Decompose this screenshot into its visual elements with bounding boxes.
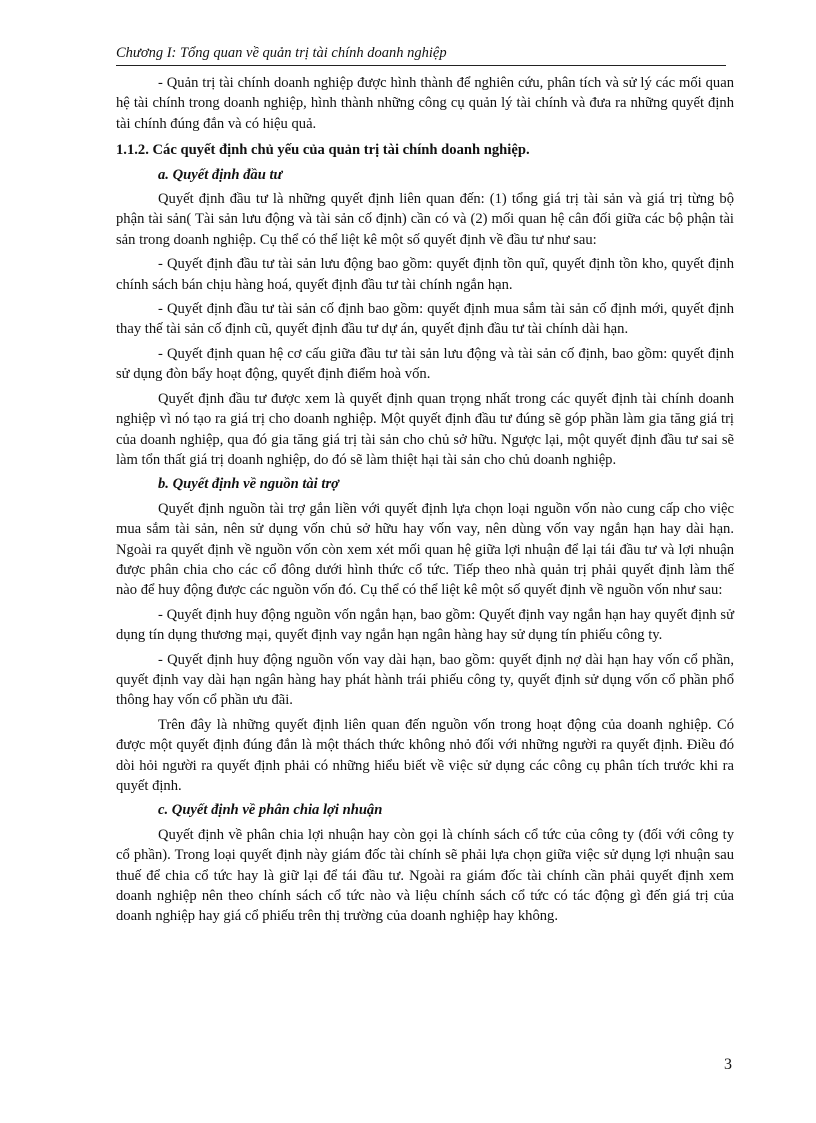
paragraph: Quyết định đầu tư là những quyết định liên quan đến: (1) tổng giá trị tài sản và giá trị từng bộ phận tài sản( Tài sản lưu động và tài sản cố định) cần có và (2) mối quan hệ cân đối giữa các bộ phận tài sản trong doanh nghiệp. Cụ thể có thể liệt kê một số quyết định về đầu tư như sau: <box>116 191 734 248</box>
page-number: 3 <box>724 1056 732 1073</box>
section-heading: 1.1.2. Các quyết định chủ yếu của quản trị tài chính doanh nghiệp. <box>116 142 530 159</box>
paragraph: - Quản trị tài chính doanh nghiệp được hình thành để nghiên cứu, phân tích và sử lý các mối quan hệ tài chính trong doanh nghiệp, hình thành những công cụ quản lý tài chính và đưa ra những quyết định tài chính đúng đắn và có hiệu quả. <box>116 75 734 132</box>
list-item: - Quyết định huy động nguồn vốn vay dài hạn, bao gồm: quyết định nợ dài hạn hay vốn cổ phần, quyết định vay dài hạn ngân hàng hay phát hành trái phiếu công ty, quyết định sử dụng vốn cổ phần phổ thông hay vốn cổ phần ưu đãi. <box>116 651 734 709</box>
paragraph: Trên đây là những quyết định liên quan đến nguồn vốn trong hoạt động của doanh nghiệp. Có được một quyết định đúng đắn là một thách thức không nhỏ đối với những người ra quyết định. Điều đó dòi hỏi người ra quyết định phải có những hiểu biết về việc sử dụng các công cụ phân tích trước khi ra quyết định. <box>116 716 734 794</box>
subsection-heading: a. Quyết định đầu tư <box>158 166 283 183</box>
list-item: - Quyết định đầu tư tài sản lưu động bao gồm: quyết định tồn quĩ, quyết định tồn kho, quyết định chính sách bán chịu hàng hoá, quyết định đầu tư tài chính ngắn hạn. <box>116 256 734 293</box>
chapter-title: Chương I: Tổng quan về quản trị tài chính doanh nghiệp <box>116 45 447 61</box>
document-body <box>116 73 734 931</box>
list-item: - Quyết định huy động nguồn vốn ngắn hạn, bao gồm: Quyết định vay ngắn hạn hay quyết định sử dụng tín dụng thương mại, quyết định vay ngắn hạn ngân hàng hay sử dụng tín phiếu công ty. <box>116 606 734 644</box>
list-item: - Quyết định quan hệ cơ cấu giữa đầu tư tài sản lưu động và tài sản cố định, bao gồm: quyết định sử dụng đòn bẩy hoạt động, quyết định điểm hoà vốn. <box>116 345 734 383</box>
paragraph: Quyết định nguồn tài trợ gắn liền với quyết định lựa chọn loại nguồn vốn nào cung cấp cho việc mua sắm tài sản, nên sử dụng vốn chủ sở hữu hay vốn vay, nên dùng vốn vay ngắn hạn hay dài hạn. Ngoài ra quyết định về nguồn vốn còn xem xét mối quan hệ giữa lợi nhuận để lại tái đầu tư và lợi nhuận được phân chia cho các cổ đông dưới hình thức cổ tức. Tiếp theo nhà quản trị phải quyết định làm thế nào để huy động được các nguồn vốn đó. Cụ thể có thể liệt kê một số quyết định về nguồn vốn như sau: <box>116 500 734 599</box>
paragraph: Quyết định về phân chia lợi nhuận hay còn gọi là chính sách cổ tức của công ty (đối với công ty cổ phần). Trong loại quyết định này giám đốc tài chính sẽ phải lựa chọn giữa việc sử dụng lợi nhuận sau thuế để chia cổ tức hay là giữ lại để tái đầu tư. Ngoài ra giám đốc tài chính cần phải quyết định xem doanh nghiệp nên theo chính sách cổ tức nào và liệu chính sách cổ tức có tác động gì đến giá trị của doanh nghiệp hay giá cổ phiếu trên thị trường của doanh nghiệp hay không. <box>116 826 734 925</box>
paragraph: Quyết định đầu tư được xem là quyết định quan trọng nhất trong các quyết định tài chính doanh nghiệp vì nó tạo ra giá trị cho doanh nghiệp. Một quyết định đầu tư đúng sẽ góp phần làm gia tăng giá trị của doanh nghiệp, qua đó gia tăng giá trị tài sản cho chủ sở hữu. Ngược lại, một quyết định đầu tư sai sẽ làm tổn thất giá trị doanh nghiệp, do đó sẽ làm thiệt hại tài sản cho chủ doanh nghiệp. <box>116 390 734 468</box>
subsection-heading: b. Quyết định về nguồn tài trợ <box>158 476 339 493</box>
page-header <box>116 44 726 66</box>
list-item: - Quyết định đầu tư tài sản cố định bao gồm: quyết định mua sắm tài sản cố định mới, quyết định thay thế tài sản cố định cũ, quyết định đầu tư dự án, quyết định đầu tư tài chính dài hạn. <box>116 301 734 338</box>
subsection-heading: c. Quyết định về phân chia lợi nhuận <box>158 802 383 819</box>
